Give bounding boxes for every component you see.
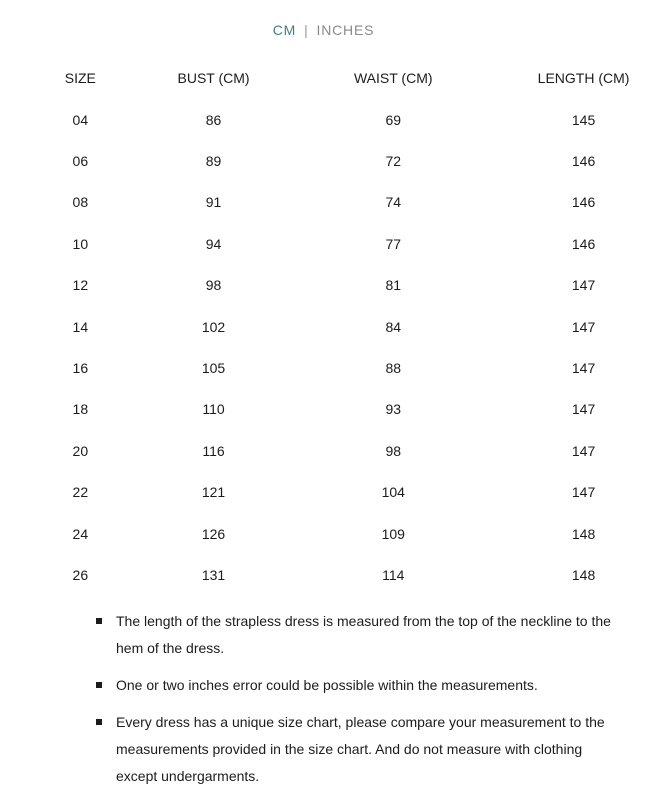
size-cell: 14 (72, 318, 89, 335)
size-cell: 26 (72, 566, 89, 583)
length-cell: 147 (571, 442, 596, 459)
note-item (96, 709, 626, 790)
header-length: LENGTH (CM) (537, 70, 630, 86)
table-row (0, 99, 647, 140)
bullet-icon (96, 618, 102, 624)
note-text: Every dress has a unique size chart, please compare your measurement to the measurements provided in the size chart. And do not measure with clothing except undergarments. (116, 714, 605, 784)
size-cell: 24 (72, 525, 89, 542)
waist-cell: 104 (381, 484, 405, 501)
note-text: One or two inches error could be possible within the measurements. (116, 677, 538, 693)
cm-unit-button[interactable]: CM (272, 22, 297, 38)
table-row (0, 182, 647, 223)
bust-cell: 121 (201, 484, 226, 501)
note-item (96, 608, 626, 662)
bust-cell: 110 (202, 401, 225, 418)
bust-cell: 98 (205, 277, 222, 294)
waist-cell: 77 (385, 235, 402, 252)
length-cell: 145 (571, 111, 596, 128)
size-cell: 20 (72, 442, 89, 459)
size-cell: 10 (72, 235, 89, 252)
bullet-icon (96, 719, 102, 725)
size-chart-table (0, 57, 647, 596)
table-row (0, 472, 647, 513)
bust-cell: 91 (205, 194, 222, 211)
waist-cell: 84 (385, 318, 402, 335)
length-cell: 147 (571, 318, 596, 335)
table-header-row (0, 57, 647, 99)
table-row (0, 306, 647, 347)
size-cell: 08 (72, 194, 89, 211)
waist-cell: 93 (385, 401, 402, 418)
table-row (0, 513, 647, 554)
size-cell: 22 (72, 484, 89, 501)
size-cell: 18 (72, 401, 89, 418)
unit-toggle (0, 22, 647, 38)
length-cell: 148 (571, 566, 596, 583)
size-cell: 06 (72, 153, 89, 170)
waist-cell: 88 (385, 360, 402, 377)
length-cell: 148 (571, 525, 596, 542)
table-row (0, 140, 647, 181)
length-cell: 147 (571, 401, 596, 418)
length-cell: 147 (571, 360, 596, 377)
unit-separator: | (304, 22, 309, 38)
bullet-icon (96, 682, 102, 688)
bust-cell: 89 (205, 153, 222, 170)
waist-cell: 98 (385, 442, 402, 459)
header-bust: BUST (CM) (177, 70, 250, 86)
table-row (0, 430, 647, 471)
note-text: The length of the strapless dress is measured from the top of the neckline to the hem of the dress. (116, 613, 611, 656)
bust-cell: 126 (201, 525, 226, 542)
length-cell: 146 (571, 194, 596, 211)
measurement-notes (96, 608, 626, 800)
bust-cell: 116 (202, 442, 225, 459)
bust-cell: 105 (201, 360, 226, 377)
table-row (0, 347, 647, 388)
bust-cell: 94 (205, 235, 222, 252)
waist-cell: 109 (381, 525, 405, 542)
waist-cell: 81 (385, 277, 402, 294)
inches-unit-button[interactable]: INCHES (316, 22, 375, 38)
table-row (0, 265, 647, 306)
waist-cell: 72 (385, 153, 402, 170)
table-row (0, 223, 647, 264)
table-row (0, 554, 647, 595)
table-row (0, 389, 647, 430)
size-cell: 12 (72, 277, 89, 294)
length-cell: 147 (571, 277, 596, 294)
bust-cell: 86 (205, 111, 222, 128)
waist-cell: 74 (385, 194, 402, 211)
length-cell: 146 (571, 153, 596, 170)
header-waist: WAIST (CM) (353, 70, 433, 86)
note-item (96, 672, 626, 699)
bust-cell: 131 (201, 566, 226, 583)
waist-cell: 69 (385, 111, 402, 128)
length-cell: 147 (571, 484, 596, 501)
length-cell: 146 (571, 235, 596, 252)
size-cell: 04 (72, 111, 89, 128)
size-cell: 16 (72, 360, 89, 377)
bust-cell: 102 (201, 318, 226, 335)
waist-cell: 114 (382, 566, 405, 583)
header-size: SIZE (64, 70, 96, 86)
